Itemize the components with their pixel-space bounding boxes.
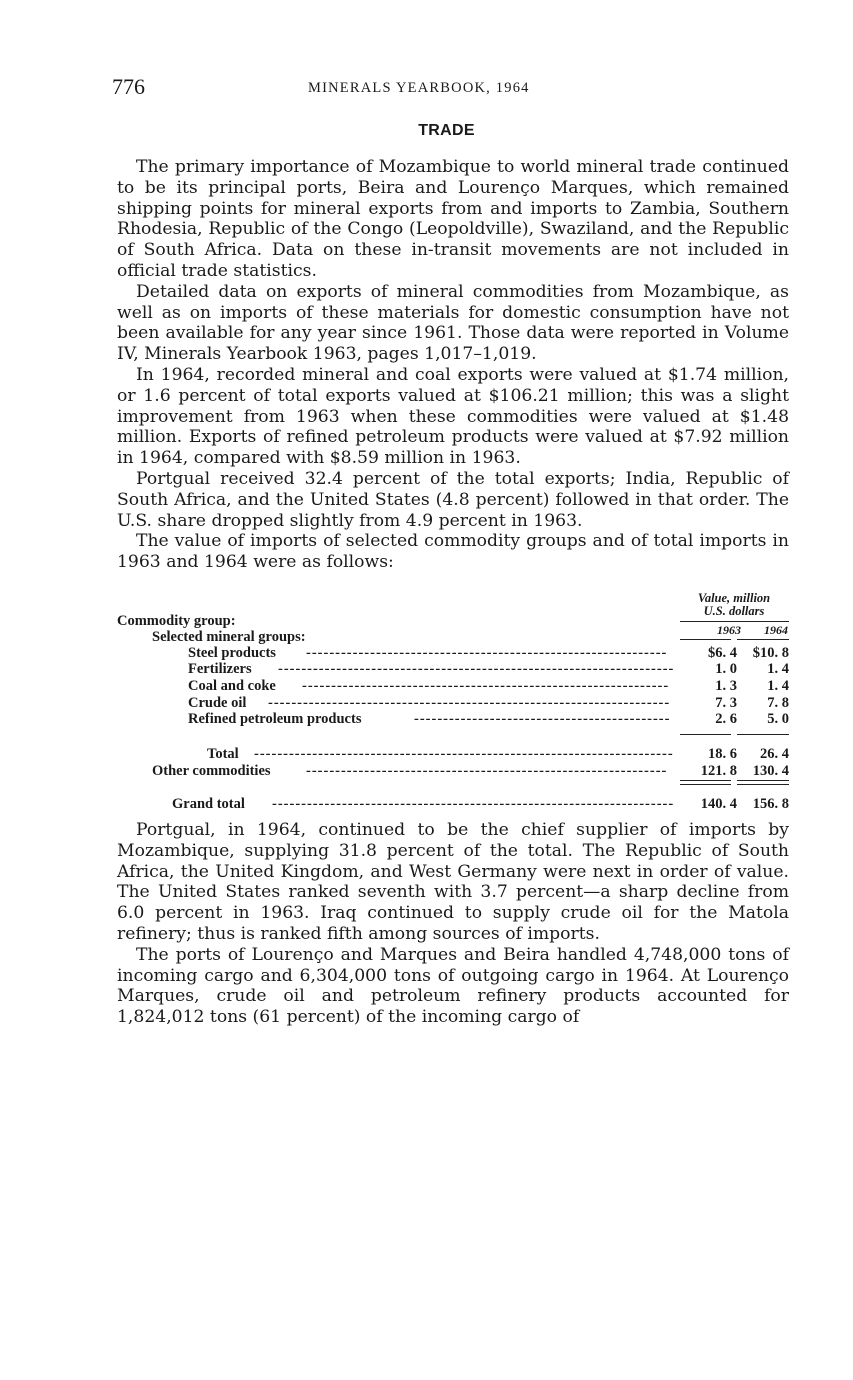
row-label: Grand total: [172, 796, 245, 812]
unit-header: [678, 592, 790, 618]
value-1964: 5. 0: [767, 711, 789, 727]
dot-leader: --------------------------------------------------------------------: [278, 661, 674, 677]
value-1964: 1. 4: [767, 678, 789, 694]
value-1963: 18. 6: [708, 746, 737, 762]
paragraph: Detailed data on exports of mineral commodities from Mozambique, as well as on imports of these materials for domestic consumption have not been available for any year since 1961. Those data were reported in Volume IV, Minerals Yearbook 1963, pages 1,017–1,019.: [117, 281, 789, 365]
row-label: Coal and coke: [188, 678, 276, 694]
value-1964: 26. 4: [760, 746, 789, 762]
paragraph: The ports of Lourenço and Marques and Beira handled 4,748,000 tons of incoming cargo and 6,304,000 tons of outgoing cargo in 1964. At Lourenço Marques, crude oil and petroleum refinery products accounted for 1,824,012 tons (61 percent) of the incoming cargo of: [117, 944, 789, 1028]
row-label: Refined petroleum products: [188, 711, 362, 727]
table-row: [117, 678, 792, 695]
dot-leader: ---------------------------------------------------------------------: [268, 695, 671, 711]
unit-line-1: Value, million: [697, 591, 771, 605]
paragraph: Portgual received 32.4 percent of the total exports; India, Republic of South Africa, and the United States (4.8 percent) followed in that order. The U.S. share dropped slightly from 4.9 percent in 1963.: [117, 468, 789, 531]
subheader: Selected mineral groups:: [152, 629, 306, 645]
value-1964: 7. 8: [767, 695, 789, 711]
row-label: Other commodities: [152, 763, 271, 779]
total-row: [117, 746, 792, 763]
running-title: MINERALS YEARBOOK, 1964: [308, 80, 530, 96]
dot-leader: ---------------------------------------------------------------------: [272, 796, 674, 812]
dot-leader: ---------------------------------------------------------------: [302, 678, 670, 694]
paragraph: The primary importance of Mozambique to world mineral trade continued to be its principal ports, Beira and Lourenço Marques, which remained shipping points for mineral exports from and imports to Zambia, Southern Rhodesia, Republic of the Congo (Leopoldville), Swaziland, and the Republic of South Africa. Data on these in-transit movements are not included in official trade statistics.: [117, 157, 789, 281]
unit-line-2: U.S. dollars: [703, 604, 765, 618]
value-1963: 7. 3: [715, 695, 737, 711]
dot-leader: --------------------------------------------: [414, 711, 671, 727]
value-1963: $6. 4: [708, 645, 737, 661]
paragraph: Portgual, in 1964, continued to be the chief supplier of imports by Mozambique, supplying 31.8 percent of the total. The Republic of South Africa, the United Kingdom, and West Germany were next in order of value. The United States ranked seventh with 3.7 percent—a sharp decline from 6.0 percent in 1963. Iraq continued to supply crude oil for the Matola refinery; thus is ranked fifth among sources of imports.: [117, 820, 789, 944]
value-1963: 1. 3: [715, 678, 737, 694]
imports-table: [117, 592, 792, 817]
sum-rule: [680, 734, 731, 735]
year-header-1964: 1964: [764, 623, 788, 637]
section-heading: TRADE: [418, 122, 475, 139]
commodity-header: Commodity group:: [117, 613, 236, 629]
value-1964: 1. 4: [767, 661, 789, 677]
dot-leader: --------------------------------------------------------------: [306, 645, 668, 661]
row-label: Fertilizers: [188, 661, 252, 677]
value-1964: $10. 8: [752, 645, 789, 661]
table-row: [117, 695, 792, 712]
year-rule: [737, 639, 789, 640]
running-head: [112, 74, 792, 104]
body-text-top: [117, 157, 789, 573]
value-1963: 1. 0: [715, 661, 737, 677]
dot-leader: --------------------------------------------------------------: [306, 763, 668, 779]
page-number: 776: [112, 74, 145, 99]
sum-rule: [737, 734, 789, 735]
value-1963: 121. 8: [700, 763, 737, 779]
body-text-bottom: [117, 820, 789, 1028]
row-label: Crude oil: [188, 695, 247, 711]
double-rule: [737, 780, 789, 785]
row-label: Steel products: [188, 645, 276, 661]
value-1963: 2. 6: [715, 711, 737, 727]
table-row: [117, 661, 792, 678]
value-1964: 156. 8: [752, 796, 789, 812]
other-row: [117, 763, 792, 780]
year-rule: [680, 639, 731, 640]
header-rule: [680, 621, 789, 622]
grand-total-row: [117, 796, 792, 813]
paragraph: The value of imports of selected commodity groups and of total imports in 1963 and 1964 were as follows:: [117, 531, 789, 573]
row-label: Total: [207, 746, 239, 762]
dot-leader: ------------------------------------------------------------------------: [254, 746, 674, 762]
table-row: [117, 711, 792, 728]
double-rule: [680, 780, 731, 785]
paragraph: In 1964, recorded mineral and coal exports were valued at $1.74 million, or 1.6 percent of total exports valued at $106.21 million; this was a slight improvement from 1963 when these commodities were valued at $1.48 million. Exports of refined petroleum products were valued at $7.92 million in 1964, compared with $8.59 million in 1963.: [117, 364, 789, 469]
value-1964: 130. 4: [752, 763, 789, 779]
value-1963: 140. 4: [700, 796, 737, 812]
year-header-1963: 1963: [717, 623, 741, 637]
table-row: [117, 645, 792, 662]
